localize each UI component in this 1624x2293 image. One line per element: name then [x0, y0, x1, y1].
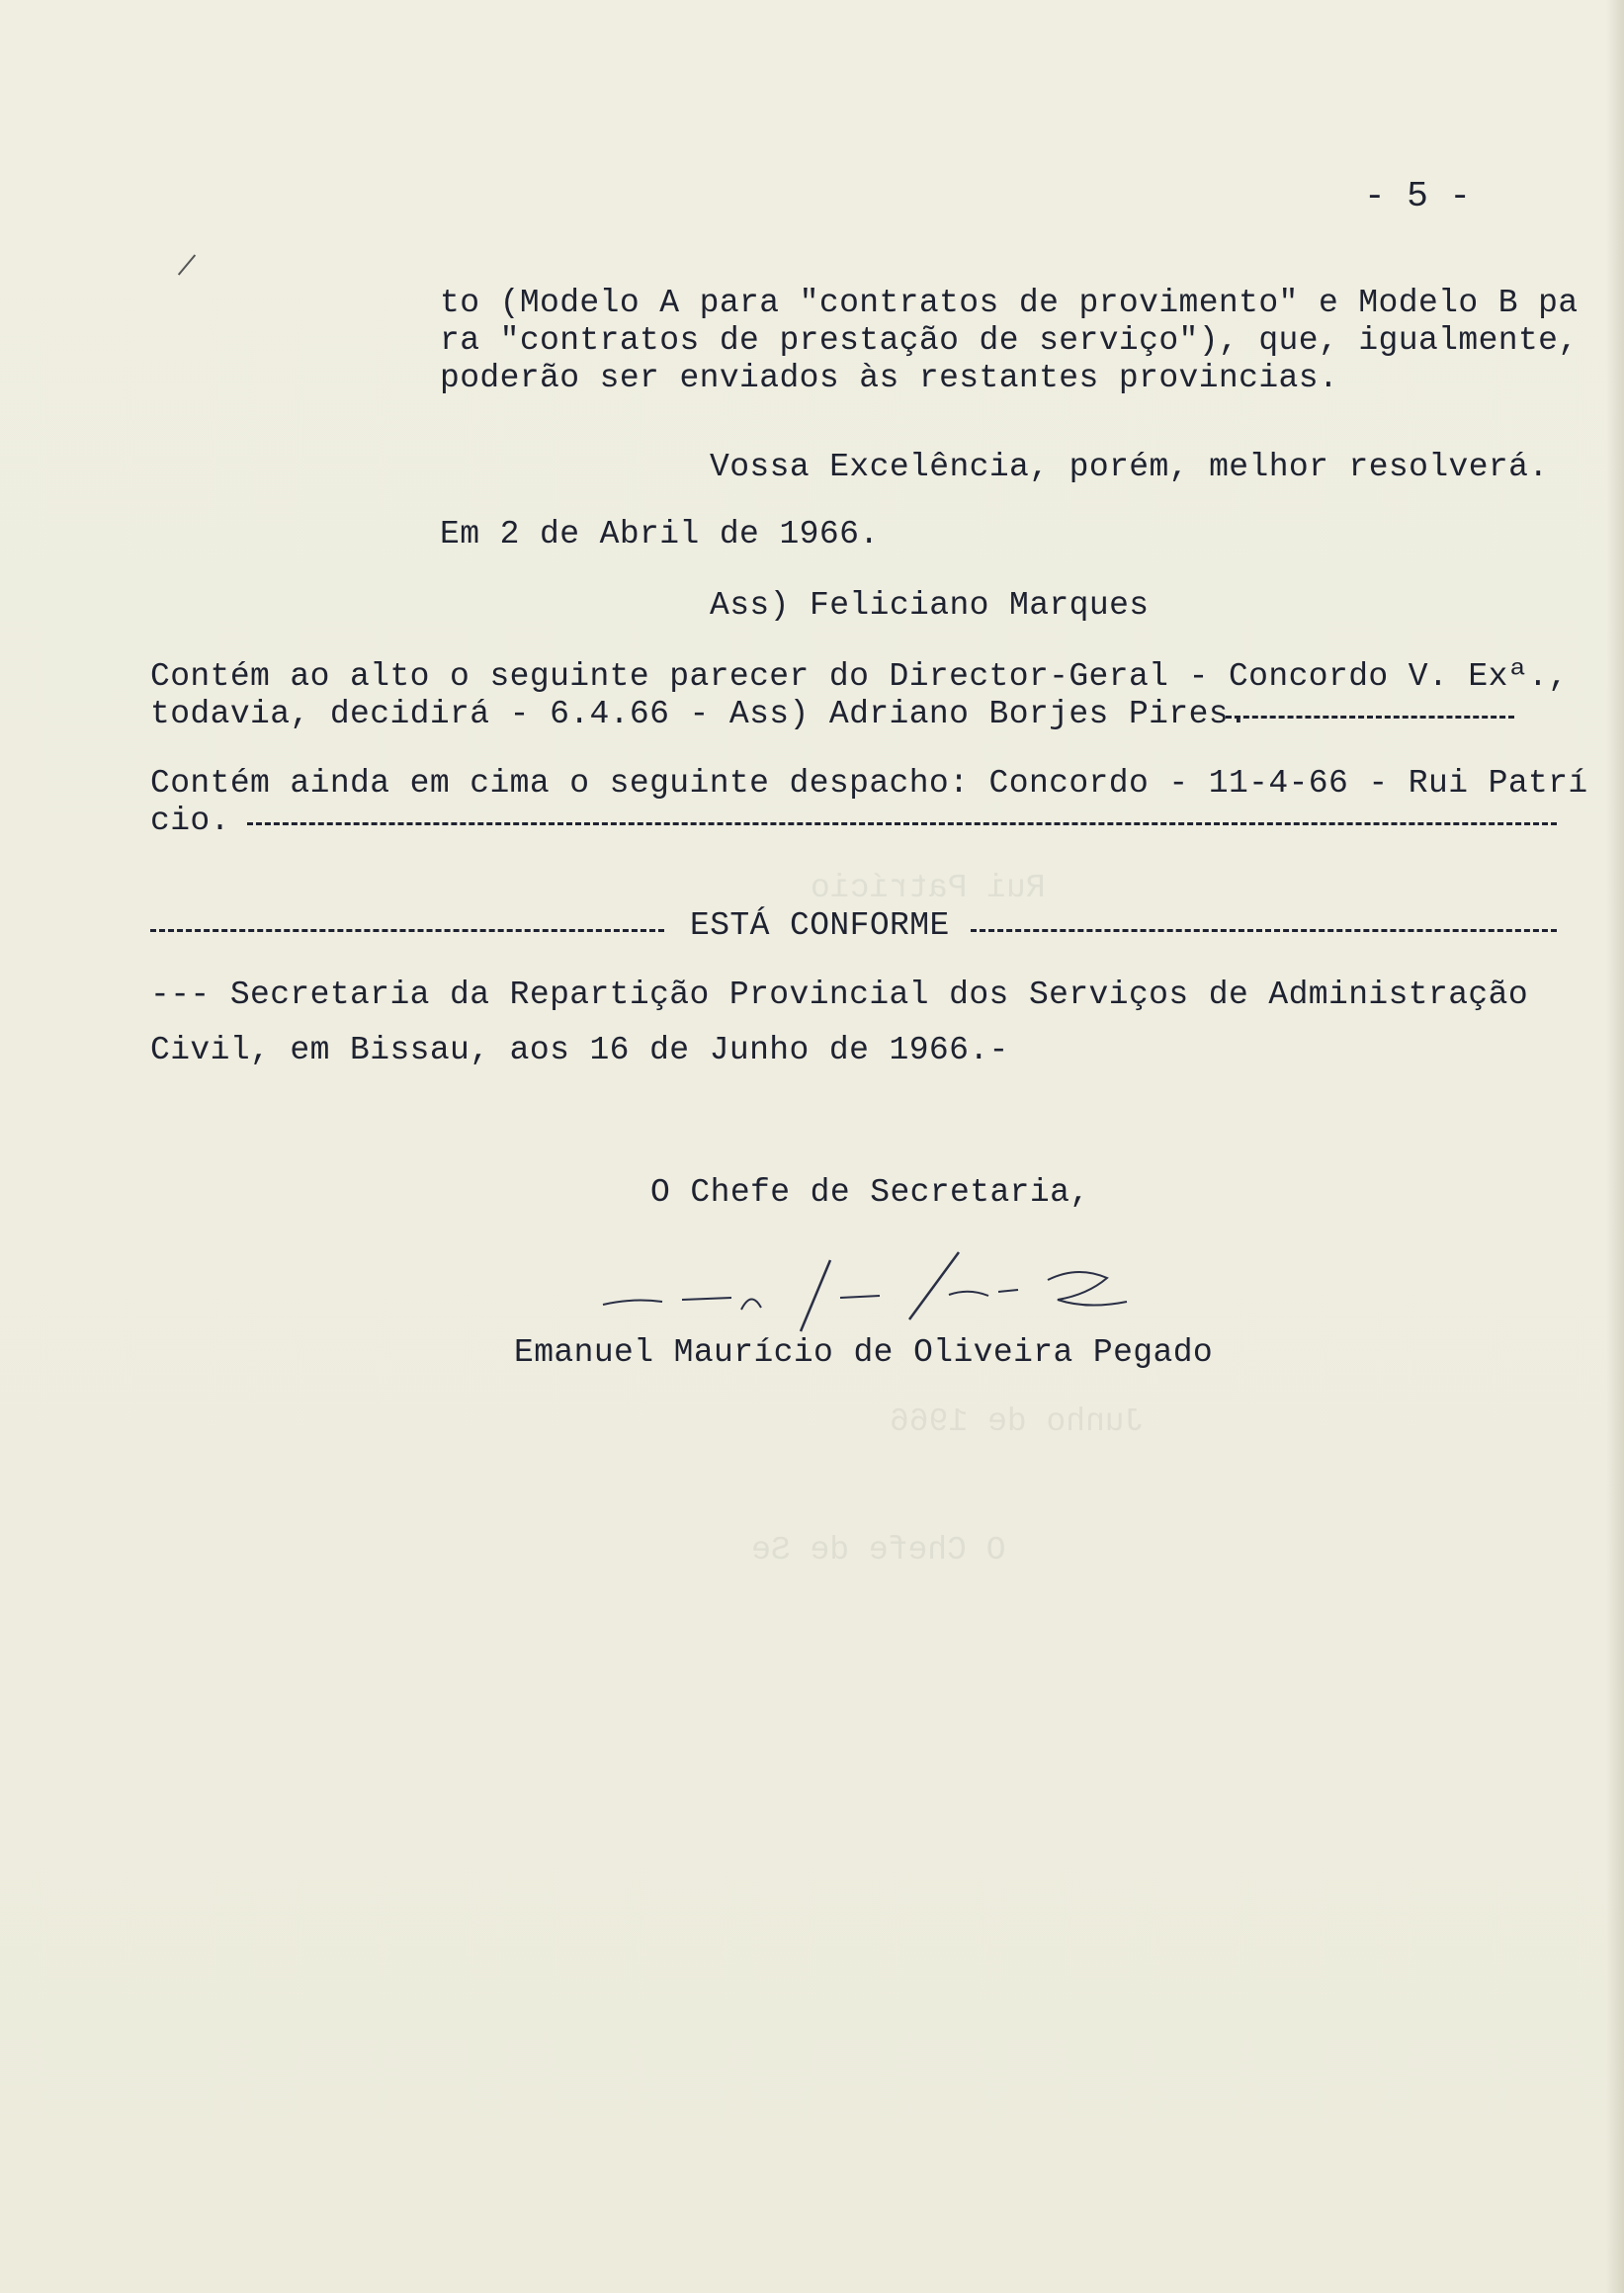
date-line: Em 2 de Abril de 1966.	[440, 516, 880, 552]
certification-line-2: Civil, em Bissau, aos 16 de Junho de 1966.-	[150, 1032, 1009, 1068]
bleed-through-text: Rui Patrício	[811, 870, 1046, 906]
closing-line: Vossa Excelência, porém, melhor resolverá.	[710, 449, 1549, 485]
signed-by-line: Ass) Feliciano Marques	[710, 587, 1150, 624]
dispatch-line-1: Contém ainda em cima o seguinte despacho: Concordo - 11-4-66 - Rui Patrí	[150, 765, 1588, 802]
paragraph-line-3: poderão ser enviados às restantes provincias.	[440, 360, 1339, 396]
dash-fill-opinion	[1226, 716, 1514, 719]
paragraph-line-2: ra "contratos de prestação de serviço"), que, igualmente,	[440, 322, 1579, 359]
dash-right-conforme	[971, 929, 1557, 932]
opinion-line-2: todavia, decidirá - 6.4.66 - Ass) Adriano Borjes Pires.	[150, 696, 1249, 732]
conforme-heading: ESTÁ CONFORME	[690, 907, 950, 944]
handwritten-signature	[593, 1250, 1147, 1339]
bleed-through-text: O Chefe de Se	[751, 1532, 1006, 1569]
page-number: - 5 -	[1364, 176, 1472, 216]
dash-left-conforme	[150, 929, 664, 932]
dispatch-line-2: cio.	[150, 803, 230, 839]
chief-name: Emanuel Maurício de Oliveira Pegado	[514, 1334, 1214, 1371]
chief-title: O Chefe de Secretaria,	[650, 1174, 1090, 1211]
certification-line-1: --- Secretaria da Repartição Provincial dos Serviços de Administração	[150, 977, 1529, 1013]
dash-fill-dispatch	[247, 822, 1557, 825]
stray-mark	[178, 254, 196, 275]
bleed-through-text: Junho de 1966	[890, 1403, 1145, 1440]
paragraph-line-1: to (Modelo A para "contratos de provimento" e Modelo B pa	[440, 285, 1579, 321]
opinion-line-1: Contém ao alto o seguinte parecer do Director-Geral - Concordo V. Exª.,	[150, 658, 1569, 695]
